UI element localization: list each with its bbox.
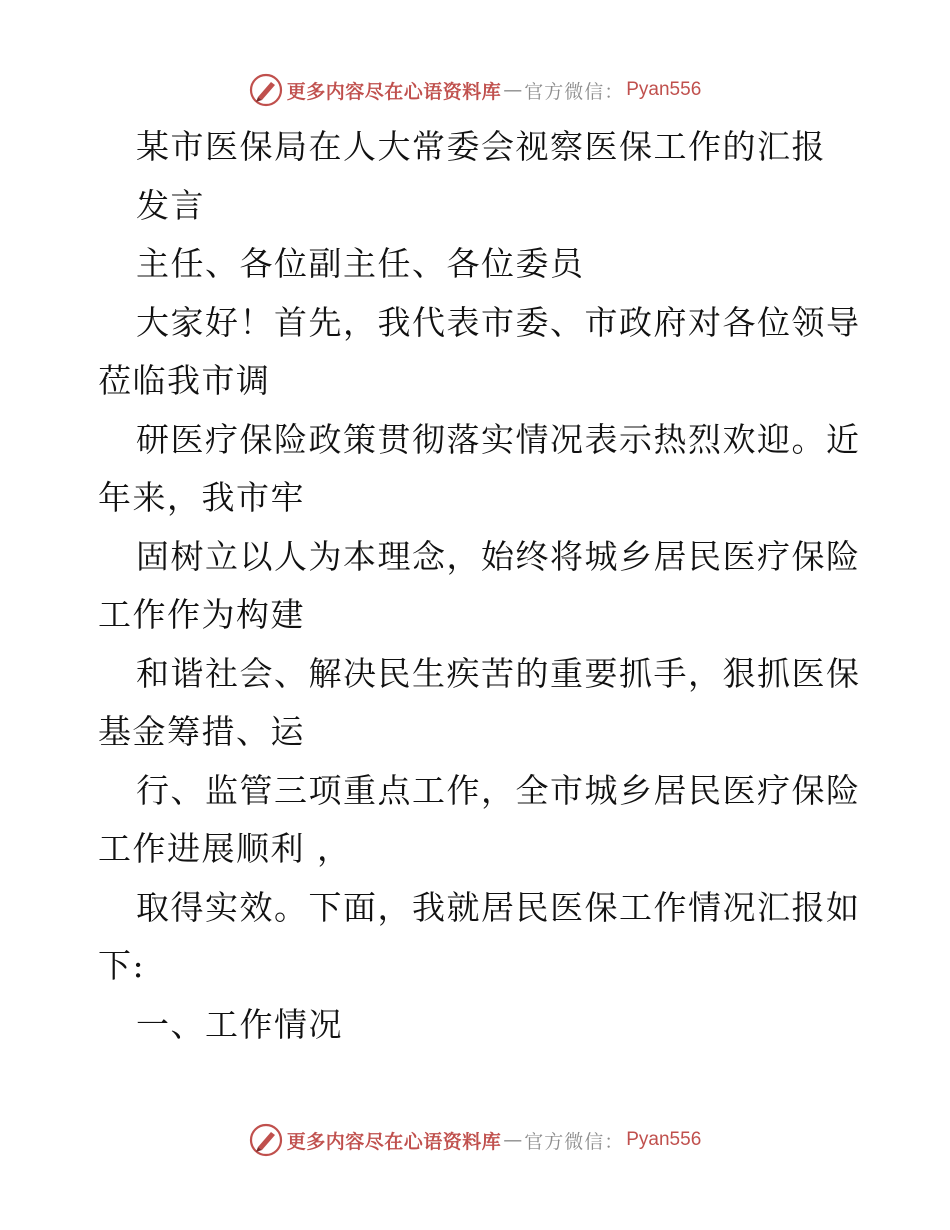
document-line: 工作进展顺利 ， [98,829,352,868]
pen-logo-icon [249,73,283,107]
document-line: 大家好！首先，我代表市委、市政府对各位领导 [136,302,861,342]
document-line: 研医疗保险政策贯彻落实情况表示热烈欢迎。近 [136,419,861,459]
document-line: 一、工作情况 [136,1004,343,1044]
pen-logo-icon [249,1123,283,1157]
watermark-label: 官方微信： [524,1130,625,1153]
watermark-text: 更多内容尽在心语资料库 [286,80,502,103]
document-line: 工作作为构建 [98,595,305,634]
document-line: 年来，我市牢 [98,478,305,517]
document-line: 某市医保局在人大常委会视察医保工作的汇报 [136,127,826,166]
document-body [98,118,861,1054]
watermark-wechat-id: Pyan556 [626,1129,702,1150]
document-line: 固树立以人为本理念，始终将城乡居民医疗保险 [136,536,861,576]
document-line: 主任、各位副主任、各位委员 [136,244,585,283]
document-line: 莅临我市调 [98,361,271,400]
watermark-dash: — [503,1129,523,1151]
watermark-dash: — [503,79,523,101]
watermark-wechat-id: Pyan556 [626,79,702,100]
watermark-text: 更多内容尽在心语资料库 [286,1130,502,1153]
document-line: 取得实效。下面，我就居民医保工作情况汇报如 [136,887,861,927]
document-line: 和谐社会、解决民生疾苦的重要抓手，狠抓医保 [136,653,861,693]
document-line: 下: [98,946,146,985]
header-watermark [0,70,950,110]
footer-watermark [0,1120,950,1160]
document-line: 行、监管三项重点工作，全市城乡居民医疗保险 [136,770,861,810]
document-line: 基金筹措、运 [98,712,305,751]
watermark-label: 官方微信： [524,80,625,103]
document-line: 发言 [136,185,205,225]
